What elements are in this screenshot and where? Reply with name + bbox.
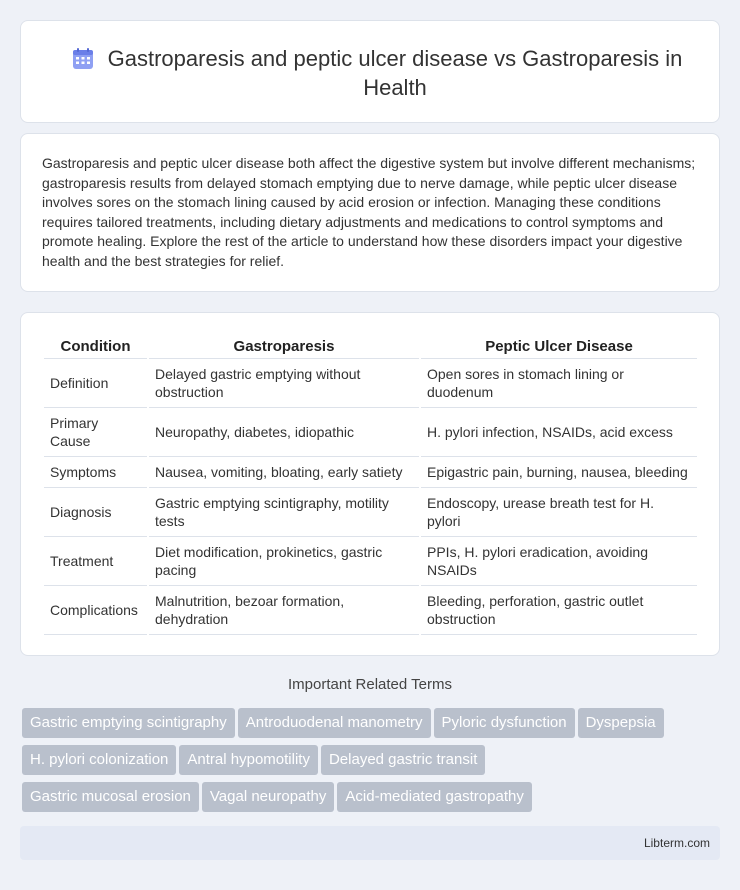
cell-peptic-ulcer: Bleeding, perforation, gastric outlet obstruction	[421, 586, 697, 635]
related-terms-heading: Important Related Terms	[288, 676, 452, 693]
related-term-tag[interactable]: Antroduodenal manometry	[238, 708, 431, 738]
related-term-tag[interactable]: Gastric mucosal erosion	[22, 782, 199, 812]
cell-condition: Treatment	[44, 537, 147, 586]
cell-peptic-ulcer: Endoscopy, urease breath test for H. pylori	[421, 488, 697, 537]
cell-gastroparesis: Nausea, vomiting, bloating, early satiety	[149, 457, 419, 488]
related-term-tag[interactable]: Pyloric dysfunction	[434, 708, 575, 738]
cell-condition: Definition	[44, 359, 147, 408]
header-peptic-ulcer: Peptic Ulcer Disease	[421, 335, 697, 359]
cell-condition: Diagnosis	[44, 488, 147, 537]
table-row	[44, 586, 697, 635]
cell-peptic-ulcer: Epigastric pain, burning, nausea, bleeding	[421, 457, 697, 488]
related-term-tag[interactable]: Acid-mediated gastropathy	[337, 782, 531, 812]
intro-paragraph: Gastroparesis and peptic ulcer disease both affect the digestive system but involve different mechanisms; gastroparesis results from delayed stomach emptying due to nerve damage, while peptic ulcer disease involves sores on the stomach lining caused by acid erosion or infection. Managing these conditions requires tailored treatments, including dietary adjustments and medications to control symptoms and promote healing. Explore the rest of the article to understand how these disorders impact your digestive health and the best strategies for relief.	[42, 155, 696, 269]
comparison-table	[42, 335, 699, 635]
table-row	[44, 359, 697, 408]
cell-gastroparesis: Gastric emptying scintigraphy, motility tests	[149, 488, 419, 537]
related-term-tag[interactable]: Vagal neuropathy	[202, 782, 334, 812]
header-condition: Condition	[44, 335, 147, 359]
table-header-row	[44, 335, 697, 359]
related-term-tag[interactable]: Antral hypomotility	[179, 745, 318, 775]
header-gastroparesis: Gastroparesis	[149, 335, 419, 359]
cell-gastroparesis: Diet modification, prokinetics, gastric pacing	[149, 537, 419, 586]
table-row	[44, 457, 697, 488]
cell-condition: Symptoms	[44, 457, 147, 488]
cell-condition: Primary Cause	[44, 408, 147, 457]
intro-card	[20, 133, 720, 292]
title-card	[20, 20, 720, 123]
footer-site-link[interactable]: Libterm.com	[643, 836, 710, 850]
cell-gastroparesis: Malnutrition, bezoar formation, dehydration	[149, 586, 419, 635]
table-row	[44, 408, 697, 457]
cell-peptic-ulcer: H. pylori infection, NSAIDs, acid excess	[421, 408, 697, 457]
comparison-card	[20, 312, 720, 656]
table-row	[44, 488, 697, 537]
page-title: Gastroparesis and peptic ulcer disease vs Gastroparesis in Health	[107, 46, 683, 100]
cell-condition: Complications	[44, 586, 147, 635]
cell-gastroparesis: Delayed gastric emptying without obstruction	[149, 359, 419, 408]
cell-gastroparesis: Neuropathy, diabetes, idiopathic	[149, 408, 419, 457]
related-term-tag[interactable]: Delayed gastric transit	[321, 745, 485, 775]
related-term-tag[interactable]: Gastric emptying scintigraphy	[22, 708, 235, 738]
footer-bar	[20, 826, 720, 860]
related-term-tag[interactable]: Dyspepsia	[578, 708, 664, 738]
related-term-tag[interactable]: H. pylori colonization	[22, 745, 176, 775]
table-row	[44, 537, 697, 586]
cell-peptic-ulcer: Open sores in stomach lining or duodenum	[421, 359, 697, 408]
cell-peptic-ulcer: PPIs, H. pylori eradication, avoiding NSAIDs	[421, 537, 697, 586]
related-terms-list	[22, 708, 722, 819]
